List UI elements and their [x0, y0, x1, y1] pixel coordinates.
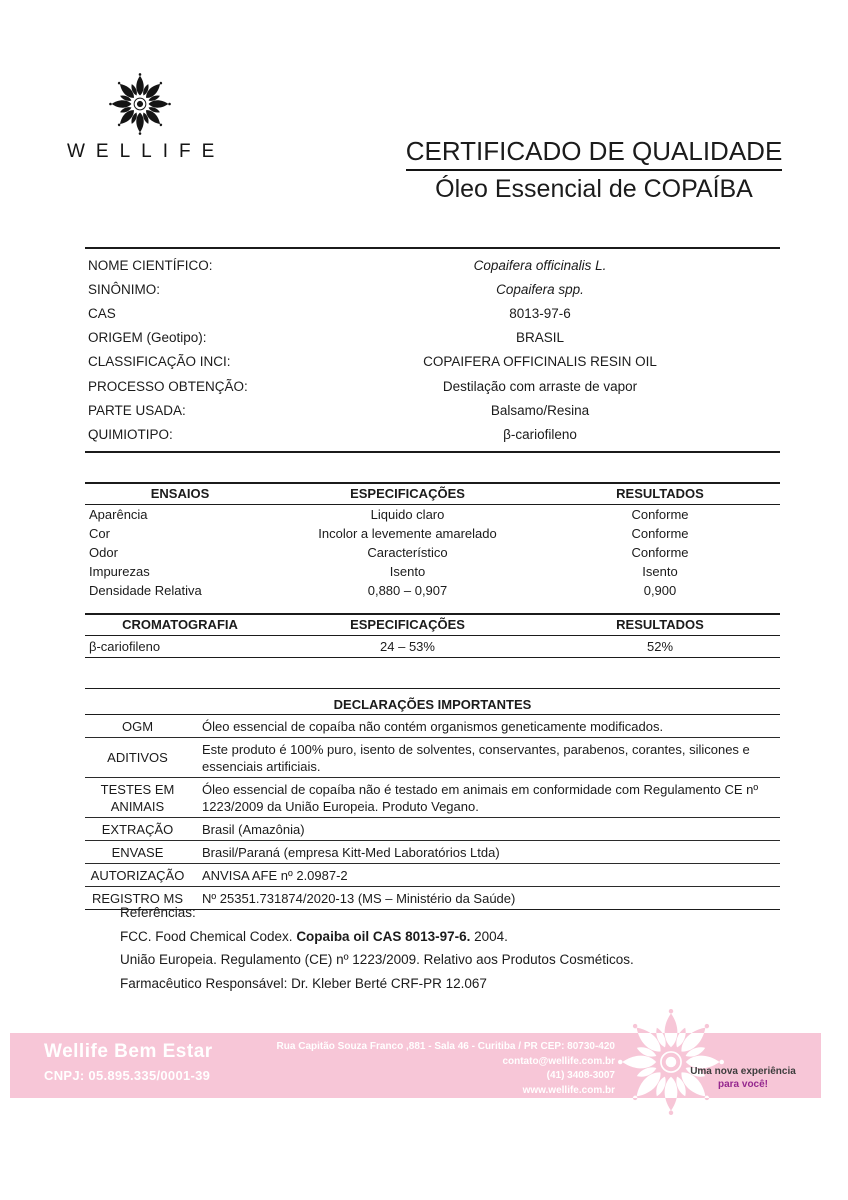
declarations-table — [85, 696, 780, 910]
product-info-label: PROCESSO OBTENÇÃO: — [88, 378, 248, 394]
reference-text: FCC. Food Chemical Codex. — [120, 928, 297, 944]
ensaios-table — [85, 482, 780, 600]
footer-bar — [10, 1033, 821, 1098]
declaration-label: EXTRAÇÃO — [101, 821, 174, 837]
product-info-label: CLASSIFICAÇÃO INCI: — [88, 354, 231, 370]
product-info-value: COPAIFERA OFFICINALIS RESIN OIL — [423, 354, 657, 370]
declaration-text: Nº 25351.731874/2020-13 (MS – Ministério da Saúde) — [202, 890, 516, 906]
product-info-row — [85, 253, 780, 277]
ensaios-row — [85, 524, 780, 543]
ensaios-row — [85, 505, 780, 524]
reference-text: 2004. — [470, 928, 508, 944]
cromatografia-cell: 52% — [646, 639, 674, 654]
reference-item — [120, 948, 800, 972]
title-block — [398, 136, 790, 204]
certificate-subtitle: Óleo Essencial de COPAÍBA — [435, 175, 753, 203]
declaration-row — [85, 841, 780, 864]
reference-item — [120, 925, 800, 949]
cromatografia-header: ESPECIFICAÇÕES — [350, 617, 465, 632]
cromatografia-cell: β-cariofileno — [89, 639, 161, 654]
ensaios-row — [85, 543, 780, 562]
ensaios-cell: Característico — [367, 545, 448, 560]
ensaios-cell: Cor — [89, 526, 110, 541]
declaration-text: Brasil/Paraná (empresa Kitt-Med Laboratórios Ltda) — [202, 844, 500, 860]
declaration-label: ADITIVOS — [107, 750, 168, 765]
declaration-label: ENVASE — [111, 844, 164, 860]
product-info-label: NOME CIENTÍFICO: — [88, 257, 213, 273]
product-info-row — [85, 326, 780, 350]
ensaios-cell: Isento — [642, 564, 678, 579]
product-info-label: CAS — [88, 305, 116, 321]
ensaios-header: RESULTADOS — [616, 486, 704, 501]
declaration-text: Este produto é 100% puro, isento de solventes, conservantes, parabenos, corantes, silicones e essenciais artificiais. — [202, 741, 750, 774]
brand-logo-text: WELLIFE — [67, 141, 226, 162]
declarations-title: DECLARAÇÕES IMPORTANTES — [85, 696, 780, 715]
footer-website: www.wellife.com.br — [522, 1084, 615, 1096]
declaration-row — [85, 864, 780, 887]
ensaios-header: ENSAIOS — [150, 486, 210, 501]
declaration-row — [85, 715, 780, 738]
footer-tagline-line2: para você! — [717, 1079, 769, 1090]
declaration-text: ANVISA AFE nº 2.0987-2 — [202, 867, 348, 883]
ensaios-cell: Incolor a levemente amarelado — [318, 526, 497, 541]
brand-logo — [56, 72, 224, 163]
references-section — [120, 901, 800, 995]
product-info-label: SINÔNIMO: — [88, 281, 161, 297]
product-info-row — [85, 422, 780, 446]
ensaios-cell: Conforme — [631, 526, 689, 541]
references-items — [120, 925, 800, 996]
declaration-row — [85, 778, 780, 818]
reference-item — [120, 972, 800, 996]
certificate-title: CERTIFICADO DE QUALIDADE — [406, 136, 783, 171]
ensaios-cell: Conforme — [631, 507, 689, 522]
declaration-row — [85, 738, 780, 778]
reference-bold: Copaiba oil CAS 8013-97-6. — [296, 928, 471, 944]
reference-text: Farmacêutico Responsável: Dr. Kleber Berté CRF-PR 12.067 — [120, 975, 487, 991]
product-info-value: Copaifera spp. — [496, 281, 584, 297]
footer-company-block — [44, 1041, 213, 1083]
declarations-rows — [85, 715, 780, 910]
declaration-text: Brasil (Amazônia) — [202, 821, 305, 837]
product-info-row — [85, 301, 780, 325]
footer-email: contato@wellife.com.br — [502, 1055, 615, 1067]
ensaios-cell: Liquido claro — [370, 507, 445, 522]
footer-address: Rua Capitão Souza Franco ,881 - Sala 46 - Curitiba / PR CEP: 80730-420 — [276, 1041, 615, 1052]
declaration-row — [85, 818, 780, 841]
product-info-value: Balsamo/Resina — [490, 402, 590, 418]
declaration-label: REGISTRO MS — [91, 890, 183, 906]
product-info-value: BRASIL — [515, 330, 565, 346]
product-info-row — [85, 374, 780, 398]
reference-text: União Europeia. Regulamento (CE) nº 1223/2009. Relativo aos Produtos Cosméticos. — [120, 952, 634, 967]
ensaios-header-row — [85, 484, 780, 505]
declaration-label: TESTES EM ANIMAIS — [100, 781, 175, 814]
declaration-label: OGM — [121, 718, 154, 734]
declaration-text: Óleo essencial de copaíba não contém organismos geneticamente modificados. — [202, 718, 664, 734]
product-info-row — [85, 277, 780, 301]
ensaios-header: ESPECIFICAÇÕES — [350, 486, 465, 501]
cromatografia-cell: 24 – 53% — [380, 639, 435, 654]
ensaios-cell: 0,900 — [643, 583, 677, 598]
cromatografia-header: CROMATOGRAFIA — [122, 617, 238, 632]
product-info-table — [85, 247, 780, 453]
product-info-value: Destilação com arraste de vapor — [442, 378, 638, 394]
ensaios-row — [85, 581, 780, 600]
product-info-row — [85, 398, 780, 422]
product-info-value: Copaifera officinalis L. — [473, 257, 607, 273]
references-heading: Referências: — [120, 905, 196, 920]
cromatografia-table — [85, 613, 780, 658]
ensaios-cell: Isento — [389, 564, 426, 579]
ensaios-row — [85, 562, 780, 581]
product-info-label: ORIGEM (Geotipo): — [88, 330, 207, 346]
ensaios-cell: Conforme — [631, 545, 689, 560]
cromatografia-header-row — [85, 615, 780, 636]
product-info-value: β-cariofileno — [503, 426, 577, 442]
declaration-text: Óleo essencial de copaíba não é testado em animais em conformidade com Regulamento CE nº 1223/2009 da União Europeia. Produto Vegano. — [202, 781, 759, 814]
ensaios-cell: Impurezas — [89, 564, 150, 579]
cromatografia-row — [85, 636, 780, 657]
product-info-row — [85, 350, 780, 374]
cromatografia-header: RESULTADOS — [616, 617, 704, 632]
ensaios-cell: 0,880 – 0,907 — [367, 583, 448, 598]
product-info-label: QUIMIOTIPO: — [88, 426, 173, 442]
ensaios-cell: Densidade Relativa — [89, 583, 202, 598]
product-info-value: 8013-97-6 — [509, 305, 571, 321]
footer-phone: (41) 3408-3007 — [546, 1070, 615, 1081]
separator-line — [85, 688, 780, 689]
ensaios-cell: Aparência — [89, 507, 148, 522]
footer-contact-block — [277, 1040, 615, 1098]
footer-tagline — [677, 1065, 809, 1091]
footer-tagline-line1: Uma nova experiência — [690, 1066, 796, 1077]
product-info-label: PARTE USADA: — [88, 402, 186, 418]
footer-cnpj: CNPJ: 05.895.335/0001-39 — [44, 1068, 211, 1083]
declaration-label: AUTORIZAÇÃO — [90, 867, 185, 883]
logo-mandala-icon — [108, 72, 172, 136]
ensaios-cell: Odor — [89, 545, 118, 560]
footer-company: Wellife Bem Estar — [44, 1041, 213, 1062]
